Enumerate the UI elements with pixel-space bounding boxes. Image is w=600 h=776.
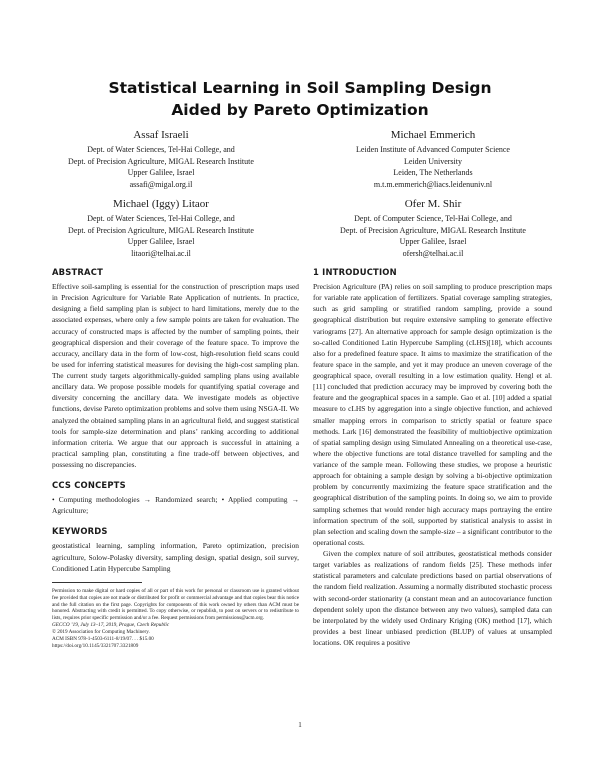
author-name: Ofer M. Shir bbox=[404, 198, 462, 210]
author-affiliation: Dept. of Precision Agriculture, MIGAL Research Institute bbox=[68, 225, 254, 235]
footnote-permission: Permission to make digital or hard copies of all or part of this work for personal or classroom use is granted without fee provided that copies are not made or distributed for profit or commercial advantage and that copies bear this notice and the full citation on the first page. Copyrights for components of this work owned by others than ACM must be honored. Abstracting with credit is permitted. To copy otherwise, or republish, to post on servers or to redistribute to lists, requires prior specific permission and/or a fee. Request permissions from permissions@acm.org. bbox=[52, 587, 299, 622]
author-email[interactable]: assafi@migal.org.il bbox=[129, 179, 193, 189]
footnote-copyright: © 2019 Association for Computing Machinery. bbox=[52, 629, 150, 636]
abstract-heading: ABSTRACT bbox=[52, 267, 103, 277]
abstract-text: Effective soil-sampling is essential for the construction of prescription maps used in Precision Agriculture for Variable Rate Application of nutrients. In practice, designing a field sampling plan is subject to hard limitations, merely due to the associated expenses, where only a few sample points are taken for evaluation. The accuracy of constructed maps is affected by the number of sampling points, their geographical dispersion and their coverage of the feature space. To improve the accuracy, ancillary data in the form of low-cost, high-resolution field scans could be used for inferring statistical measures for devising the high-cost sampling plan. The current study targets algorithmically-guided sampling plans using available ancillary data. We propose possible models for quantifying spatial coverage and diversity concerning the ancillary data. We investigate models as objective functions, devise Pareto optimization problems and solve them using NSGA-II. We analyzed the obtained sampling plans in an agricultural field, and suggest statistical tools for sample-size determination and plans’ ranking according to additional information criteria. We argue that our approach is successful in attaining a practical sampling plan, constituting a fine trade-off between objectives, and possessing no discrepancies. bbox=[52, 282, 299, 469]
author-block-1 bbox=[36, 128, 286, 190]
author-name: Michael Emmerich bbox=[390, 129, 476, 141]
author-affiliation: Upper Galilee, Israel bbox=[127, 168, 195, 177]
footnote-doi[interactable]: https://doi.org/10.1145/3321707.3321809 bbox=[52, 643, 139, 649]
introduction-paragraph-1: Precision Agriculture (PA) relies on soil sampling to produce prescription maps for variable rate application of fertilizers. Spatial coverage sampling strategies, such as grid sampling or stratified random sampling, provide a sound geographical distribution but require extensive sampling to generate effective variograms [27]. An alternative approach for sample design optimization is the so-called Conditioned Latin Hypercube Sampling (cLHS)[18], which accounts also for a predefined feature space. It aims to maximize the stratification of the feature space in the sample, and yet it may produce an uneven coverage of the geographical space, overall resulting in a low estimation quality. Hengl et al. [11] concluded that prediction accuracy may be improved by covering both the feature and the geographical spaces in a sample. Gao et al. [10] added a spatial measure to cLHS by aggregation into a single objective function, and achieved smaller mapping errors in comparison to strictly spatial or feature space methods. Lark [16] demonstrated the feasibility of multiobjective optimization of spatial sampling design using Simulated Annealing on a theoretical use-case, where the objective functions are total distance travelled for sampling and the variance of the sample mean. Following these studies, we propose a heuristic approach for obtaining a sample design by solving a bi-objective optimization problem by concurrently maximizing the feature space stratification and the geographical distribution of the sampling points. In doing so, we aim to provide sampling schemes that would render high accuracy maps portraying the entire information spectrum of the soil, supported by statistical analysis to assist in plan selection and scaling down the sample-size – a significant contributor to the operational costs. bbox=[313, 282, 552, 547]
author-affiliation: Leiden University bbox=[404, 156, 462, 166]
author-block-2 bbox=[308, 128, 558, 190]
ccs-text: • Computing methodologies → Randomized search; • Applied computing → Agriculture; bbox=[52, 495, 299, 516]
page-number: 1 bbox=[298, 721, 302, 729]
author-block-4 bbox=[308, 197, 558, 259]
introduction-heading: 1 INTRODUCTION bbox=[313, 267, 397, 277]
author-affiliation: Leiden Institute of Advanced Computer Science bbox=[356, 145, 510, 154]
author-affiliation: Dept. of Water Sciences, Tel-Hai College, and bbox=[87, 214, 235, 223]
author-affiliation: Dept. of Computer Science, Tel-Hai College, and bbox=[354, 214, 512, 223]
keywords-heading: KEYWORDS bbox=[52, 526, 108, 537]
author-affiliation: Upper Galilee, Israel bbox=[399, 237, 467, 246]
footnote bbox=[52, 588, 299, 650]
footnote-isbn: ACM ISBN 978-1-4503-6111-8/19/07. . . $15.00 bbox=[52, 636, 154, 643]
author-email[interactable]: m.t.m.emmerich@liacs.leidenuniv.nl bbox=[373, 179, 493, 189]
author-affiliation: Dept. of Precision Agriculture, MIGAL Research Institute bbox=[68, 156, 254, 166]
footnote-divider bbox=[52, 582, 142, 583]
ccs-heading: CCS CONCEPTS bbox=[52, 480, 126, 491]
author-name: Michael (Iggy) Litaor bbox=[113, 198, 209, 210]
author-email[interactable]: ofersh@telhai.ac.il bbox=[402, 248, 464, 258]
author-block-3 bbox=[36, 197, 286, 259]
title-line-1: Statistical Learning in Soil Sampling Design bbox=[108, 79, 492, 97]
introduction-paragraph-2: Given the complex nature of soil attributes, geostatistical methods consider target variables as realizations of random fields [25]. These methods infer statistical parameters and calculate predictions based on partial observations of the random field realization. Assuming a normally distributed stochastic process with second-order stationarity (a constant mean and an autocovariance function dependent solely upon the distance between any two values), sampled data can be interpolated by the widely used Ordinary Kriging (OK) method [17], which provides a best linear unbiased prediction (BLUP) of values at unsampled locations. OK requires a positive bbox=[313, 549, 552, 647]
paper-title bbox=[0, 77, 600, 121]
title-line-2: Aided by Pareto Optimization bbox=[171, 101, 429, 119]
author-affiliation: Dept. of Precision Agriculture, MIGAL Research Institute bbox=[340, 225, 526, 235]
keywords-text: geostatistical learning, sampling information, Pareto optimization, precision agriculture, Solow-Polasky diversity, sampling design, spatial design, soil survey, Conditioned Latin Hypercube Sampling bbox=[52, 541, 299, 573]
left-column bbox=[52, 266, 299, 650]
author-name: Assaf Israeli bbox=[133, 129, 189, 141]
author-affiliation: Upper Galilee, Israel bbox=[127, 237, 195, 246]
author-affiliation: Leiden, The Netherlands bbox=[393, 168, 473, 177]
author-affiliation: Dept. of Water Sciences, Tel-Hai College, and bbox=[87, 145, 235, 154]
footnote-conference: GECCO ’19, July 13–17, 2019, Prague, Czech Republic bbox=[52, 622, 170, 629]
right-column bbox=[313, 266, 552, 648]
author-email[interactable]: litaori@telhai.ac.il bbox=[131, 248, 191, 258]
